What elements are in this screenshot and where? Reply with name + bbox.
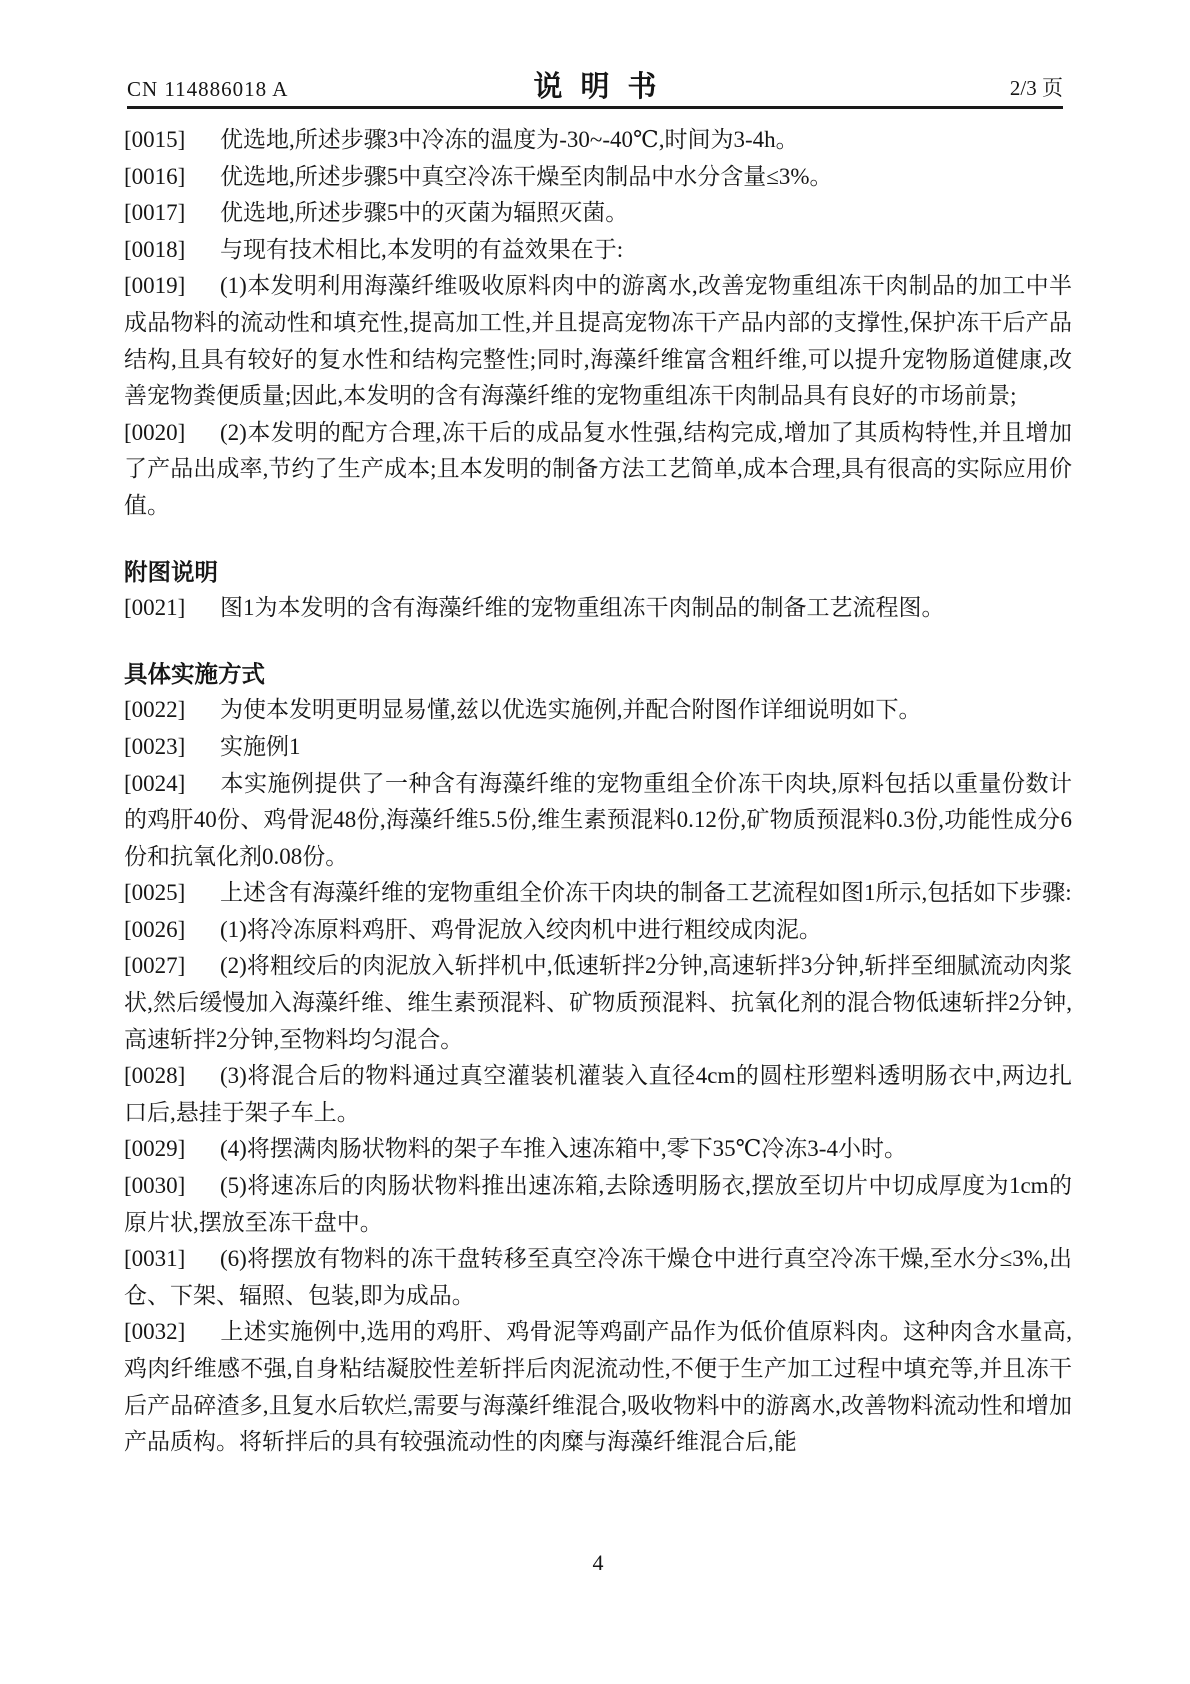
page-indicator: 2/3 页 [1009, 76, 1063, 100]
paragraph-text: 优选地,所述步骤5中的灭菌为辐照灭菌。 [220, 200, 629, 226]
paragraph [124, 766, 1072, 876]
paragraph-text: (1)将冷冻原料鸡肝、鸡骨泥放入绞肉机中进行粗绞成肉泥。 [220, 916, 822, 942]
document-number: CN 114886018 A [127, 77, 289, 101]
paragraph-text: (4)将摆满肉肠状物料的架子车推入速冻箱中,零下35℃冷冻3-4小时。 [220, 1136, 907, 1162]
paragraph-text: (1)本发明利用海藻纤维吸收原料肉中的游离水,改善宠物重组冻干肉制品的加工中半成品物料的流动性和填充性,提高加工性,并且提高宠物冻干产品内部的支撑性,保护冻干后产品结构,且具有较好的复水性和结构完整性;同时,海藻纤维富含粗纤维,可以提升宠物肠道健康,改善宠物粪便质量;因此,本发明的含有海藻纤维的宠物重组冻干肉制品具有良好的市场前景; [124, 273, 1072, 409]
paragraph-number: [0023] [124, 733, 186, 759]
paragraph [124, 1058, 1072, 1131]
paragraph-number: [0021] [124, 595, 186, 621]
paragraph-number: [0015] [124, 127, 186, 152]
paragraph [124, 195, 1072, 232]
paragraph [124, 1131, 1072, 1168]
paragraph [124, 159, 1072, 196]
section-heading: 具体实施方式 [124, 660, 265, 687]
page-footer [124, 1550, 1072, 1576]
paragraph-number: [0025] [124, 880, 186, 906]
paragraph-number: [0029] [124, 1136, 186, 1162]
paragraph-text: 优选地,所述步骤3中冷冻的温度为-30~-40℃,时间为3-4h。 [220, 127, 799, 152]
paragraph [124, 1241, 1072, 1314]
paragraph-number: [0027] [124, 953, 186, 979]
paragraph-text: 为使本发明更明显易懂,兹以优选实施例,并配合附图作详细说明如下。 [220, 697, 922, 723]
paragraph [124, 1314, 1072, 1460]
paragraph-text: 优选地,所述步骤5中真空冷冻干燥至肉制品中水分含量≤3%。 [220, 163, 833, 189]
paragraph-number: [0019] [124, 273, 186, 299]
paragraph-text: (2)本发明的配方合理,冻干后的成品复水性强,结构完成,增加了其质构特性,并且增加了产品出成率,节约了生产成本;且本发明的制备方法工艺简单,成本合理,具有很高的实际应用价值。 [124, 419, 1072, 518]
paragraph-text: 图1为本发明的含有海藻纤维的宠物重组冻干肉制品的制备工艺流程图。 [220, 595, 945, 621]
paragraph [124, 232, 1072, 269]
paragraph [124, 948, 1072, 1058]
paragraph-number: [0028] [124, 1063, 186, 1089]
paragraph-text: 本实施例提供了一种含有海藻纤维的宠物重组全价冻干肉块,原料包括以重量份数计的鸡肝40份、鸡骨泥48份,海藻纤维5.5份,维生素预混料0.12份,矿物质预混料0.3份,功能性成分6份和抗氧化剂0.08份。 [124, 770, 1073, 869]
paragraph [124, 268, 1072, 414]
paragraph-text: 与现有技术相比,本发明的有益效果在于: [220, 236, 624, 262]
paragraph [124, 590, 1072, 627]
paragraph-text: (3)将混合后的物料通过真空灌装机灌装入直径4cm的圆柱形塑料透明肠衣中,两边扎口后,悬挂于架子车上。 [124, 1063, 1072, 1125]
paragraph-number: [0026] [124, 916, 186, 942]
page-header [127, 64, 1063, 102]
paragraph-number: [0018] [124, 236, 186, 262]
section-heading: 附图说明 [124, 558, 218, 585]
paragraph [124, 415, 1072, 525]
paragraph [124, 1168, 1072, 1241]
paragraph-text: 实施例1 [220, 733, 301, 759]
paragraph-text: (2)将粗绞后的肉泥放入斩拌机中,低速斩拌2分钟,高速斩拌3分钟,斩拌至细腻流动肉浆状,然后缓慢加入海藻纤维、维生素预混料、矿物质预混料、抗氧化剂的混合物低速斩拌2分钟,高速斩拌2分钟,至物料均匀混合。 [124, 953, 1072, 1052]
paragraph-text: 上述实施例中,选用的鸡肝、鸡骨泥等鸡副产品作为低价值原料肉。这种肉含水量高,鸡肉纤维感不强,自身粘结凝胶性差斩拌后肉泥流动性,不便于生产加工过程中填充等,并且冻干后产品碎渣多,且复水后软烂,需要与海藻纤维混合,吸收物料中的游离水,改善物料流动性和增加产品质构。将斩拌后的具有较强流动性的肉糜与海藻纤维混合后,能 [124, 1319, 1072, 1455]
paragraph [124, 122, 1072, 159]
document-title: 说明书 [533, 71, 675, 103]
header-divider [127, 106, 1063, 109]
document-body [124, 122, 1072, 1461]
paragraph-number: [0024] [124, 770, 186, 796]
paragraph-number: [0031] [124, 1246, 186, 1272]
page-number: 4 [592, 1550, 604, 1575]
paragraph [124, 729, 1072, 766]
paragraph-text: (6)将摆放有物料的冻干盘转移至真空冷冻干燥仓中进行真空冷冻干燥,至水分≤3%,出仓、下架、辐照、包装,即为成品。 [124, 1246, 1072, 1308]
paragraph-number: [0030] [124, 1173, 186, 1199]
paragraph [124, 875, 1072, 912]
paragraph-number: [0022] [124, 697, 186, 723]
paragraph-number: [0017] [124, 200, 186, 226]
paragraph [124, 692, 1072, 729]
paragraph-text: 上述含有海藻纤维的宠物重组全价冻干肉块的制备工艺流程如图1所示,包括如下步骤: [220, 880, 1072, 906]
paragraph [124, 912, 1072, 949]
paragraph-text: (5)将速冻后的肉肠状物料推出速冻箱,去除透明肠衣,摆放至切片中切成厚度为1cm的原片状,摆放至冻干盘中。 [124, 1173, 1072, 1235]
paragraph-number: [0020] [124, 419, 186, 445]
paragraph-number: [0032] [124, 1319, 186, 1345]
paragraph-number: [0016] [124, 163, 186, 189]
